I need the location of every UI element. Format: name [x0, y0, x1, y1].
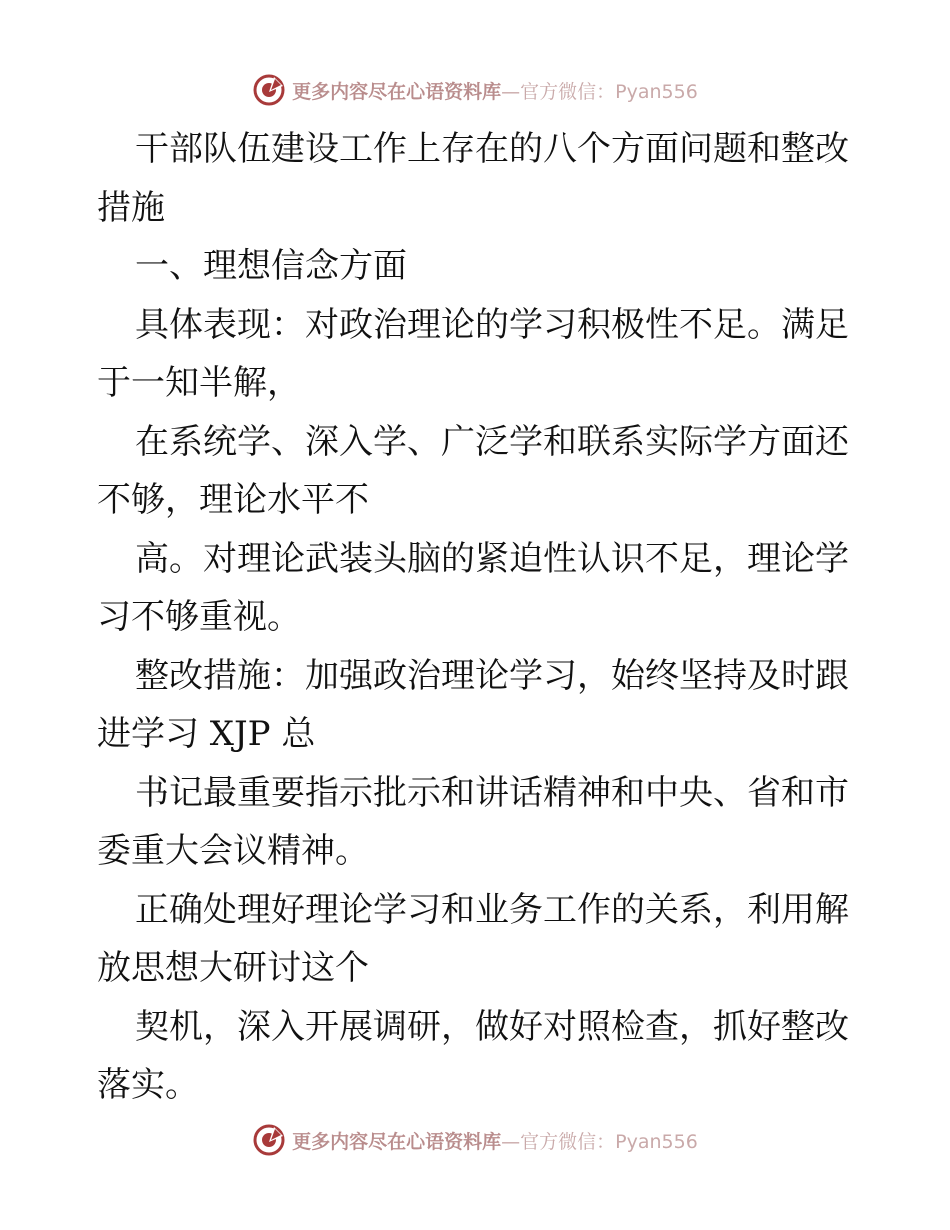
- text-line: 进学习 XJP 总: [97, 714, 316, 754]
- banner-wechat: 官方微信：Pyan556: [520, 1130, 698, 1153]
- text-line: 落实。: [97, 1065, 199, 1105]
- text-line: 于一知半解，: [97, 363, 301, 403]
- document-body: [97, 120, 857, 1115]
- text-line: 委重大会议精神。: [97, 831, 369, 871]
- text-line: 习不够重视。: [97, 597, 301, 637]
- header-banner: [0, 70, 950, 110]
- text-line: 契机，深入开展调研，做好对照检查，抓好整改: [135, 1006, 849, 1047]
- logo-icon: [252, 73, 286, 107]
- banner-dash: —: [501, 80, 521, 103]
- text-line: 一、理想信念方面: [135, 246, 407, 286]
- text-line: 具体表现：对政治理论的学习积极性不足。满足: [135, 304, 849, 345]
- text-line: 放思想大研讨这个: [97, 948, 369, 988]
- banner-text: [292, 77, 698, 104]
- text-line: 在系统学、深入学、广泛学和联系实际学方面还: [135, 421, 849, 462]
- text-line: 书记最重要指示批示和讲话精神和中央、省和市: [135, 772, 849, 813]
- banner-title: 更多内容尽在心语资料库: [292, 80, 502, 103]
- banner-dash: —: [501, 1130, 521, 1153]
- banner-wechat: 官方微信：Pyan556: [520, 80, 698, 103]
- banner-title: 更多内容尽在心语资料库: [292, 1130, 502, 1153]
- text-line: 干部队伍建设工作上存在的八个方面问题和整改: [135, 129, 849, 169]
- text-line: 不够，理论水平不: [97, 480, 369, 520]
- text-line: 正确处理好理论学习和业务工作的关系，利用解: [135, 889, 849, 930]
- logo-icon: [252, 1123, 286, 1157]
- text-line: 高。对理论武装头脑的紧迫性认识不足，理论学: [135, 538, 849, 579]
- text-line: 整改措施：加强政治理论学习，始终坚持及时跟: [135, 655, 849, 696]
- text-line: 措施: [97, 187, 165, 228]
- banner-text: [292, 1127, 698, 1154]
- footer-banner: [0, 1120, 950, 1160]
